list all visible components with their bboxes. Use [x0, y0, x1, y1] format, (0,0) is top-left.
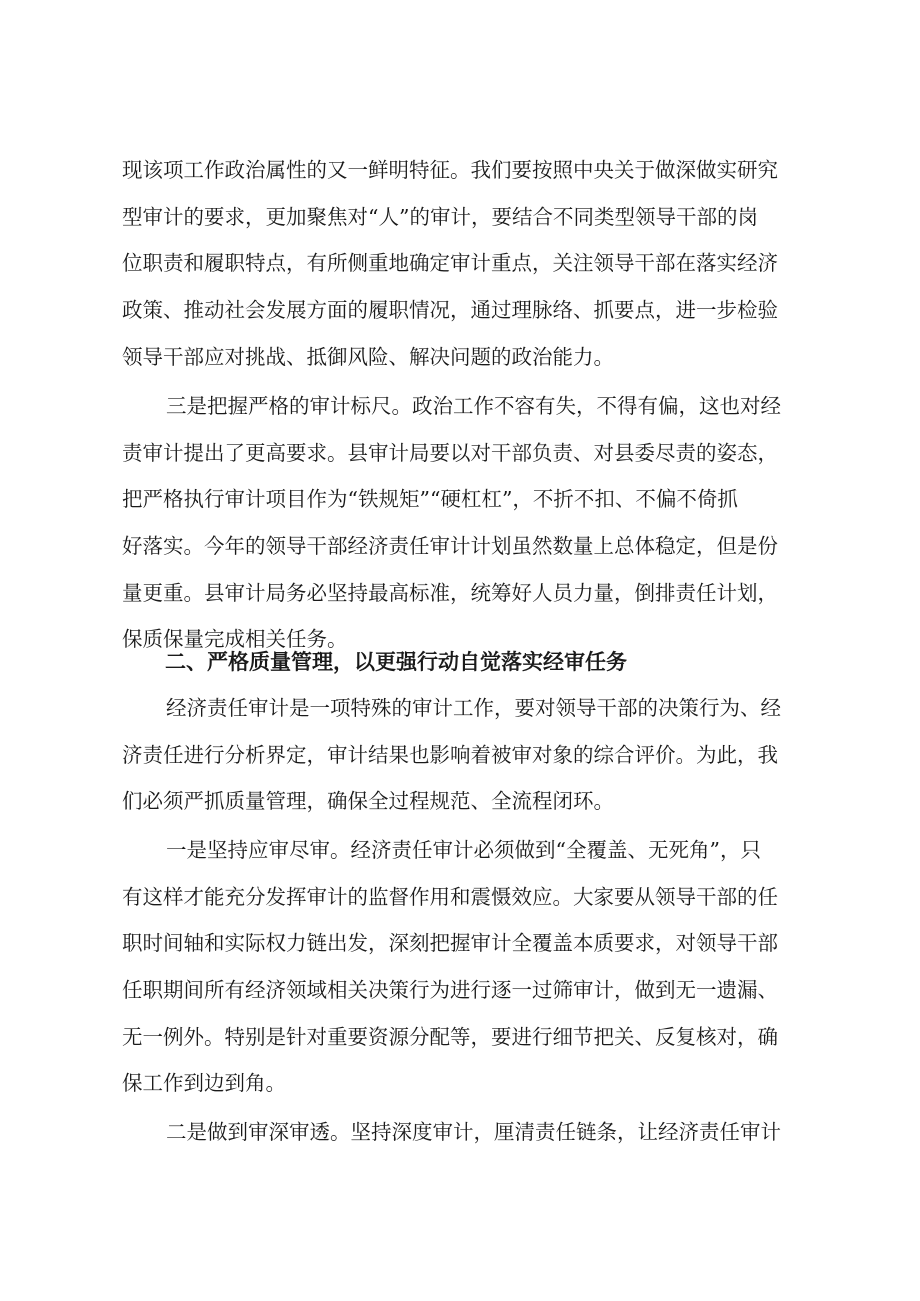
text-line: 保质保量完成相关任务。: [122, 627, 348, 651]
text-line: 三是把握严格的审计标尺。政治工作不容有失，不得有偏，这也对经: [166, 394, 781, 418]
text-line: 位职责和履职特点，有所侧重地确定审计重点，关注领导干部在落实经济: [122, 251, 778, 275]
text-line: 责审计提出了更高要求。县审计局要以对干部负责、对县委尽责的姿态，: [122, 441, 778, 465]
section-heading: 二、严格质量管理，以更强行动自觉落实经审任务: [165, 650, 627, 674]
text-line: 二是做到审深审透。坚持深度审计，厘清责任链条，让经济责任审计: [166, 1120, 781, 1144]
text-line: 济责任进行分析界定，审计结果也影响着被审对象的综合评价。为此，我: [122, 743, 778, 767]
text-line: 政策、推动社会发展方面的履职情况，通过理脉络、抓要点，进一步检验: [122, 298, 778, 322]
text-line: 型审计的要求，更加聚焦对“人”的审计，要结合不同类型领导干部的岗: [122, 205, 758, 229]
text-line: 们必须严抓质量管理，确保全过程规范、全流程闭环。: [122, 789, 614, 813]
text-line: 任职期间所有经济领域相关决策行为进行逐一过筛审计，做到无一遗漏、: [122, 978, 778, 1002]
text-line: 无一例外。特别是针对重要资源分配等，要进行细节把关、反复核对，确: [122, 1025, 778, 1049]
text-line: 把严格执行审计项目作为“铁规矩”“硬杠杠”，不折不扣、不偏不倚抓: [122, 487, 738, 511]
text-line: 经济责任审计是一项特殊的审计工作，要对领导干部的决策行为、经: [166, 696, 781, 720]
text-line: 一是坚持应审尽审。经济责任审计必须做到“全覆盖、无死角”，只: [166, 838, 761, 862]
text-line: 有这样才能充分发挥审计的监督作用和震慑效应。大家要从领导干部的任: [122, 885, 778, 909]
text-line: 保工作到边到角。: [122, 1071, 286, 1095]
text-line: 职时间轴和实际权力链出发，深刻把握审计全覆盖本质要求，对领导干部: [122, 931, 778, 955]
text-line: 现该项工作政治属性的又一鲜明特征。我们要按照中央关于做深做实研究: [122, 158, 778, 182]
text-line: 量更重。县审计局务必坚持最高标准，统筹好人员力量，倒排责任计划，: [122, 581, 778, 605]
text-line: 好落实。今年的领导干部经济责任审计计划虽然数量上总体稳定，但是份: [122, 534, 778, 558]
text-line: 领导干部应对挑战、抵御风险、解决问题的政治能力。: [122, 345, 614, 369]
